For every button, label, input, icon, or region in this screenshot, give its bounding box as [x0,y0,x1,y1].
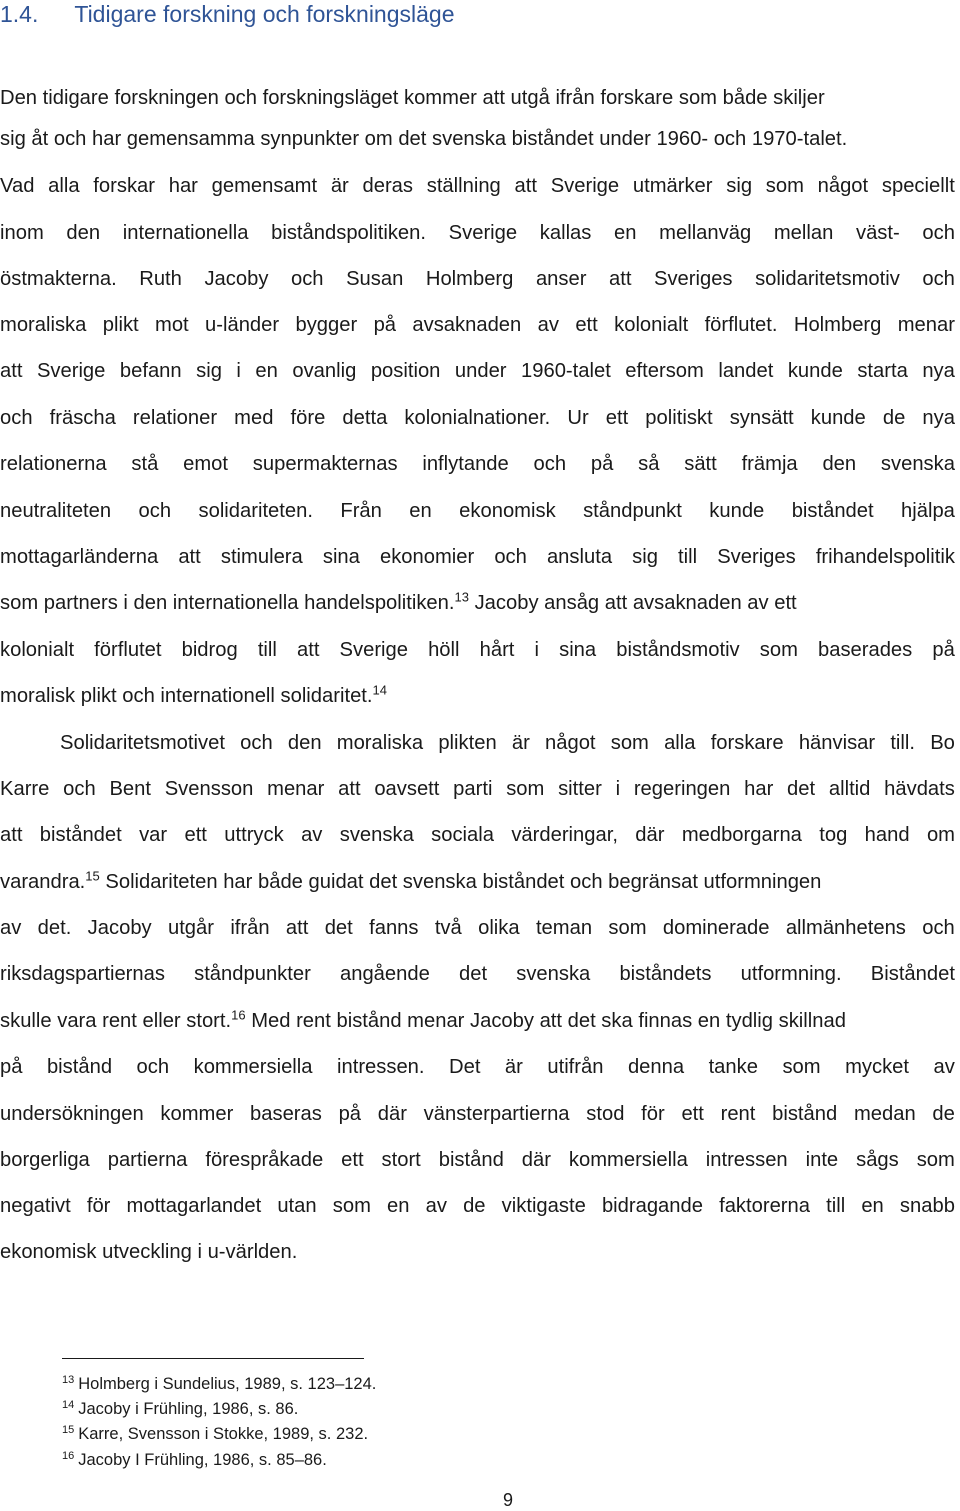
footnote-ref-14[interactable]: 14 [372,682,387,698]
word: utgår [167,917,214,939]
word: sig [726,175,753,197]
word: starta [857,360,908,382]
word: Holmberg [425,268,514,290]
word: där [377,1103,407,1125]
word: på [932,639,955,661]
word: snabb [899,1195,955,1217]
word: bistånd [46,1056,113,1078]
text-line: sig åt och har gemensamma synpunkter om det svenska biståndet under 1960- och 1970-talet. [0,128,848,150]
word: medborgarna [681,824,802,846]
word: bistånd [772,1103,838,1125]
word: att [178,546,201,568]
word: något [545,732,596,754]
word: Svensson [164,778,254,800]
word: stå [131,453,159,475]
word: 1960-talet [521,360,611,382]
word: en [614,222,637,244]
word: mellanväg [659,222,752,244]
word: utifrån [547,1056,604,1078]
word: menar [267,778,325,800]
footnote-ref-13[interactable]: 13 [454,589,469,605]
word: frihandelspolitik [815,546,955,568]
word: baserades [817,639,913,661]
word: angående [340,963,430,985]
word: som [759,639,798,661]
word: främja [741,453,798,475]
text-line [0,1102,955,1126]
word: biståndet [39,824,122,846]
word: inom [0,222,44,244]
word: det [787,778,816,800]
word: politiskt [645,407,713,429]
word: Ruth [139,268,182,290]
section-heading [0,0,455,28]
word: som [765,175,804,197]
word: eftersom [625,360,704,382]
word: som [782,1056,821,1078]
text-line [0,823,955,847]
text-line: moralisk plikt och internationell solidaritet.$^{14}$ [0,682,387,707]
word: en [409,500,432,522]
word: kommersiella [568,1149,688,1171]
word: Biståndet [870,963,955,985]
word: ekonomisk [459,500,556,522]
footnote: $^{14}$ Jacoby i Frühling, 1986, s. 86. [62,1398,299,1418]
word: kolonialt [0,639,75,661]
word: deras [362,175,413,197]
word: den [822,453,857,475]
footnote-separator [62,1358,364,1359]
word: sitter [558,778,602,800]
word: av [301,824,323,846]
text-line [0,221,955,245]
word: intressen. [337,1056,425,1078]
text-line [0,731,955,755]
text-line [0,1055,955,1079]
word: Holmberg [793,314,882,336]
word: sociala [431,824,494,846]
word: forskare [710,732,784,754]
word: ett [575,314,598,336]
word: fräscha [49,407,116,429]
word: är [504,1056,523,1078]
word: medan [853,1103,916,1125]
word: ett [605,407,629,429]
word: och [63,778,96,800]
word: i [534,639,539,661]
word: är [511,732,530,754]
word: och [494,546,527,568]
word: synsätt [729,407,794,429]
word: sina [559,639,597,661]
word: sågs [856,1149,899,1171]
text-line [0,777,955,801]
word: och [290,268,324,290]
text-line [0,499,955,523]
word: något [817,175,869,197]
word: på [338,1103,362,1125]
text-line [0,267,955,291]
word: och [138,500,172,522]
word: Sverige [550,175,620,197]
section-number: 1.4. [0,1,39,27]
word: som [608,917,647,939]
text-line [0,962,955,986]
word: på [590,453,614,475]
word: de [463,1195,486,1217]
word: östmakterna. [0,268,117,290]
word: Sverige [448,222,518,244]
word: Sveriges [653,268,733,290]
word: de [882,407,906,429]
word: en [387,1195,410,1217]
word: biståndet [791,500,874,522]
word: riksdagspartiernas [0,963,165,985]
word: ett [341,1149,364,1171]
page-number: 9 [502,1490,513,1510]
text-line [0,406,955,430]
word: gemensamt [211,175,318,197]
word: av [933,1056,955,1078]
word: allmänhetens [785,917,906,939]
footnote: $^{16}$ Jacoby I Frühling, 1986, s. 85–86. [62,1449,327,1469]
word: mellan [773,222,834,244]
text-line [0,359,955,383]
word: ifrån [230,917,270,939]
word: till. [890,732,915,754]
word: Det [449,1056,481,1078]
word: under [454,360,507,382]
word: den [66,222,101,244]
text-line: ekonomisk utveckling i u-världen. [0,1241,298,1263]
word: värderingar, [511,824,618,846]
word: internationella [122,222,249,244]
word: Ur [567,407,589,429]
word: sätt [684,453,717,475]
word: stimulera [220,546,303,568]
word: uttryck [224,824,284,846]
word: biståndsmotiv [616,639,740,661]
text-line [0,174,955,198]
word: detta [342,407,388,429]
word: undersökningen [0,1103,144,1125]
word: om [926,824,955,846]
word: ovanlig [292,360,357,382]
word: det. [37,917,72,939]
word: anser [535,268,587,290]
word: mottagarlandet [126,1195,262,1217]
word: rent [720,1103,756,1125]
word: kommersiella [193,1056,313,1078]
word: ett [681,1103,704,1125]
word: med [234,407,274,429]
word: neutraliteten [0,500,112,522]
word: har [744,778,774,800]
word: emot [183,453,229,475]
word: Bo [930,732,955,754]
word: intressen [705,1149,788,1171]
word: bidrog [181,639,238,661]
word: negativt [0,1195,71,1217]
word: stort [381,1149,421,1171]
word: svenska [516,963,591,985]
word: kunde [709,500,765,522]
word: kommer [160,1103,234,1125]
word: till [257,639,277,661]
word: att [296,639,320,661]
word: och [922,917,955,939]
word: hjälpa [901,500,955,522]
word: alla [48,175,80,197]
word: Jacoby [204,268,269,290]
word: hävdats [884,778,955,800]
text-line [0,1148,955,1172]
word: Karre [0,778,50,800]
word: bidragande [601,1195,703,1217]
word: och [136,1056,170,1078]
word: kolonialnationer. [404,407,551,429]
word: solidaritetsmotiv [755,268,900,290]
word: inte [805,1149,839,1171]
word: avsaknaden [412,314,522,336]
word: landet [718,360,774,382]
word: så [638,453,660,475]
word: regeringen [633,778,731,800]
word: fanns [369,917,419,939]
word: nya [922,360,955,382]
word: hårt [479,639,515,661]
word: hänvisar [798,732,876,754]
word: och [0,407,33,429]
word: teman [535,917,593,939]
word: två [434,917,462,939]
word: att [0,824,23,846]
word: biståndspolitiken. [271,222,426,244]
text-line: som partners i den internationella handelspolitiken.$^{13}$ Jacoby ansåg att avsaknaden av ett [0,589,797,614]
word: nya [922,407,955,429]
word: mottagarländerna [0,546,159,568]
word: partierna [107,1149,188,1171]
footnote: $^{13}$ Holmberg i Sundelius, 1989, s. 123–124. [62,1373,377,1393]
word: Jacoby [87,917,152,939]
word: att [338,778,361,800]
word: det [458,963,488,985]
word: tanke [708,1056,758,1078]
word: vänsterpartierna [423,1103,570,1125]
word: Susan [346,268,404,290]
word: baseras [250,1103,322,1125]
text-line: varandra.$^{15}$ Solidariteten har både guidat det svenska biståndet och begränsat utformningen [0,868,822,893]
word: parti [453,778,493,800]
word: till [826,1195,846,1217]
word: supermakternas [252,453,398,475]
word: och [922,222,955,244]
word: förflutet. [704,314,778,336]
word: väst- [855,222,900,244]
word: ett [184,824,207,846]
text-line [0,916,955,940]
word: kunde [810,407,866,429]
word: dominerade [662,917,770,939]
word: biståndets [619,963,712,985]
word: till [678,546,698,568]
word: kolonialt [614,314,689,336]
word: av [425,1195,447,1217]
word: Från [340,500,382,522]
text-line [0,638,955,662]
text-line [0,545,955,569]
word: alltid [828,778,871,800]
word: Sverige [339,639,408,661]
word: position [370,360,441,382]
word: en [255,360,278,382]
word: för [86,1195,111,1217]
word: solidariteten. [198,500,313,522]
word: de [932,1103,955,1125]
word: och [533,453,567,475]
word: och [240,732,273,754]
word: av [537,314,559,336]
word: förflutet [94,639,162,661]
word: som [332,1195,371,1217]
word: relationer [132,407,218,429]
word: som [506,778,545,800]
word: plikt [102,314,139,336]
word: ansluta [546,546,613,568]
word: hand [864,824,910,846]
word: på [373,314,397,336]
word: att [0,360,23,382]
word: på [0,1056,23,1078]
word: mycket [845,1056,910,1078]
word: u-länder [205,314,280,336]
word: utmärker [632,175,713,197]
word: i [236,360,241,382]
word: har [168,175,198,197]
word: var [139,824,168,846]
word: sina [322,546,360,568]
word: att [514,175,537,197]
word: stod [586,1103,625,1125]
word: svenska [880,453,955,475]
word: denna [627,1056,685,1078]
text-line [0,452,955,476]
word: utformning. [740,963,842,985]
word: ekonomier [379,546,475,568]
word: före [290,407,326,429]
footnote-ref-15[interactable]: 15 [85,868,100,884]
word: alla [664,732,696,754]
footnote-ref-16[interactable]: 16 [231,1007,246,1023]
word: ståndpunkt [583,500,682,522]
word: där [521,1149,551,1171]
word: Sverige [36,360,106,382]
word: menar [897,314,955,336]
word: sig [632,546,658,568]
word: befann [119,360,182,382]
footnote: $^{15}$ Karre, Svensson i Stokke, 1989, s. 232. [62,1423,369,1443]
word: som [610,732,649,754]
text-line: Den tidigare forskningen och forskningsläget kommer att utgå ifrån forskare som både skiljer [0,87,825,109]
word: plikten [438,732,497,754]
word: som [916,1149,955,1171]
word: och [922,268,955,290]
word: moraliska [0,314,87,336]
word: faktorerna [719,1195,810,1217]
word: kallas [539,222,592,244]
word: av [0,917,22,939]
word: Vad [0,175,35,197]
word: tog [819,824,848,846]
word: en [861,1195,884,1217]
word: Solidaritetsmotivet [60,732,225,754]
word: svenska [339,824,414,846]
word: moraliska [336,732,424,754]
text-line [0,313,955,337]
word: Sveriges [717,546,796,568]
text-line: skulle vara rent eller stort.$^{16}$ Med rent bistånd menar Jacoby att det ska finnas en tydlig skillnad [0,1007,846,1032]
word: att [285,917,309,939]
word: Bent [109,778,151,800]
word: kunde [787,360,843,382]
word: sig [196,360,222,382]
word: speciellt [881,175,955,197]
word: oavsett [374,778,440,800]
word: ståndpunkter [194,963,311,985]
word: bistånd [438,1149,504,1171]
word: är [330,175,349,197]
word: där [635,824,665,846]
word: utan [277,1195,317,1217]
word: för [641,1103,665,1125]
word: inflytande [422,453,509,475]
word: höll [428,639,460,661]
word: forskar [93,175,155,197]
word: bygger [295,314,358,336]
word: den [287,732,322,754]
text-line [0,1194,955,1218]
section-title: Tidigare forskning och forskningsläge [74,1,455,27]
word: det [324,917,353,939]
word: relationerna [0,453,107,475]
word: ställning [426,175,501,197]
word: viktigaste [501,1195,586,1217]
word: förespråkade [205,1149,324,1171]
word: i [615,778,621,800]
word: att [608,268,632,290]
word: olika [478,917,520,939]
word: mot [155,314,189,336]
word: borgerliga [0,1149,90,1171]
